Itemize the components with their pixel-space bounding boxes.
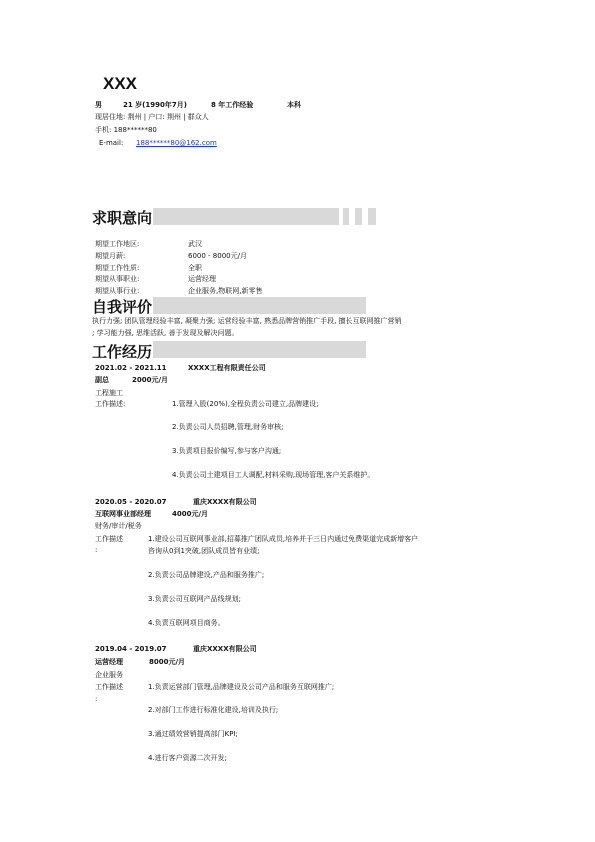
job-salary: 4000元/月 bbox=[172, 510, 209, 518]
intent-label: 期望工作地区: bbox=[95, 240, 140, 248]
job-duty: 1.管理入股(20%),全程负责公司建立,品牌建设; bbox=[172, 400, 319, 408]
job-dept: 企业服务 bbox=[95, 671, 123, 679]
intent-value: 全职 bbox=[188, 264, 202, 272]
job-dept: 工程施工 bbox=[95, 389, 123, 397]
candidate-name: XXX bbox=[103, 74, 138, 93]
job-duty: 4.进行客户资源二次开发; bbox=[148, 754, 228, 762]
job-duty: 4.负责公司土建项目工人调配,材料采购,现场管理,客户关系维护。 bbox=[172, 471, 375, 479]
intent-value: 武汉 bbox=[188, 240, 202, 248]
education: 本科 bbox=[287, 101, 301, 109]
email-label: E-mail: bbox=[99, 139, 124, 147]
job-duty: 1.建设公司互联网事业部,招募推广团队成员,培养并于三日内通过免费渠道完成新增客户 bbox=[148, 535, 419, 543]
job-duty: 1.负责运营部门管理,品牌建设及公司产品和服务互联网推广; bbox=[148, 683, 335, 691]
section-bar-stripe bbox=[355, 208, 362, 225]
job-desc-colon: : bbox=[95, 546, 98, 554]
intent-value: 企业服务,物联网,新零售 bbox=[188, 287, 263, 295]
job-desc-label: 工作描述: bbox=[95, 400, 126, 408]
intent-value: 运营经理 bbox=[188, 275, 216, 283]
email-link[interactable]: 188******80@162.com bbox=[136, 139, 217, 147]
intent-label: 期望工作性质: bbox=[95, 264, 140, 272]
job-duty: 3.负责项目报价编写,参与客户沟通; bbox=[172, 447, 282, 455]
intent-label: 期望从事行业: bbox=[95, 287, 140, 295]
job-desc-colon: : bbox=[95, 695, 98, 703]
job-dept: 财务/审计/税务 bbox=[95, 522, 142, 530]
experience: 8 年工作经验 bbox=[211, 101, 254, 109]
job-period: 2020.05 - 2020.07 bbox=[95, 498, 167, 506]
job-duty: 2.负责公司人员招聘,管理,财务审核; bbox=[172, 423, 284, 431]
job-salary: 8000元/月 bbox=[149, 658, 186, 666]
job-salary: 2000元/月 bbox=[132, 376, 169, 384]
job-duty: 3.负责公司互联网产品线规划; bbox=[148, 595, 242, 603]
residence-line: 现居住地: 荆州 | 户口: 荆州 | 群众人 bbox=[95, 113, 209, 121]
section-bar bbox=[153, 341, 366, 358]
job-desc-label: 工作描述 bbox=[95, 683, 123, 691]
job-title: 运营经理 bbox=[95, 658, 123, 666]
job-company: 重庆XXXX有限公司 bbox=[193, 645, 257, 653]
job-duty-continued: 咨询从0到1突破,团队成员皆有业绩; bbox=[148, 547, 260, 555]
section-bar bbox=[153, 208, 339, 225]
age: 21 岁(1990年7月) bbox=[123, 101, 187, 109]
job-duty: 4.负责互联网项目商务。 bbox=[148, 619, 225, 627]
section-title-work: 工作经历 bbox=[92, 343, 153, 361]
job-company: 重庆XXXX有限公司 bbox=[193, 498, 257, 506]
phone-line: 手机: 188******80 bbox=[95, 126, 157, 134]
section-bar bbox=[153, 297, 366, 314]
section-title-self: 自我评价 bbox=[92, 298, 153, 316]
intent-label: 期望从事职业: bbox=[95, 275, 140, 283]
gender: 男 bbox=[95, 101, 102, 109]
intent-label: 期望月薪: bbox=[95, 252, 126, 260]
section-bar-stripe bbox=[368, 208, 376, 225]
job-company: XXXX工程有限责任公司 bbox=[188, 364, 266, 372]
section-title-intent: 求职意向 bbox=[92, 209, 153, 227]
job-period: 2021.02 - 2021.11 bbox=[95, 364, 167, 372]
job-duty: 2.对部门工作进行标准化建设,培训及执行; bbox=[148, 706, 279, 714]
job-title: 副总 bbox=[95, 376, 109, 384]
job-duty: 3.通过绩效营销提高部门KPI; bbox=[148, 730, 238, 738]
job-desc-label: 工作描述 bbox=[95, 535, 123, 543]
section-bar-stripe bbox=[343, 208, 349, 225]
intent-value: 6000 - 8000元/月 bbox=[188, 252, 247, 260]
job-period: 2019.04 - 2019.07 bbox=[95, 645, 167, 653]
job-title: 互联网事业部经理 bbox=[95, 510, 151, 518]
self-eval-line: 执行力强; 团队管理经验丰富, 凝聚力强; 运营经验丰富, 熟悉品牌营销推广手段, 擅长互联网推广营销 bbox=[92, 317, 402, 325]
job-duty: 2.负责公司品牌建设,产品和服务推广; bbox=[148, 571, 265, 579]
self-eval-line: ; 学习能力强, 思维活跃, 善于发现及解决问题。 bbox=[92, 329, 239, 337]
